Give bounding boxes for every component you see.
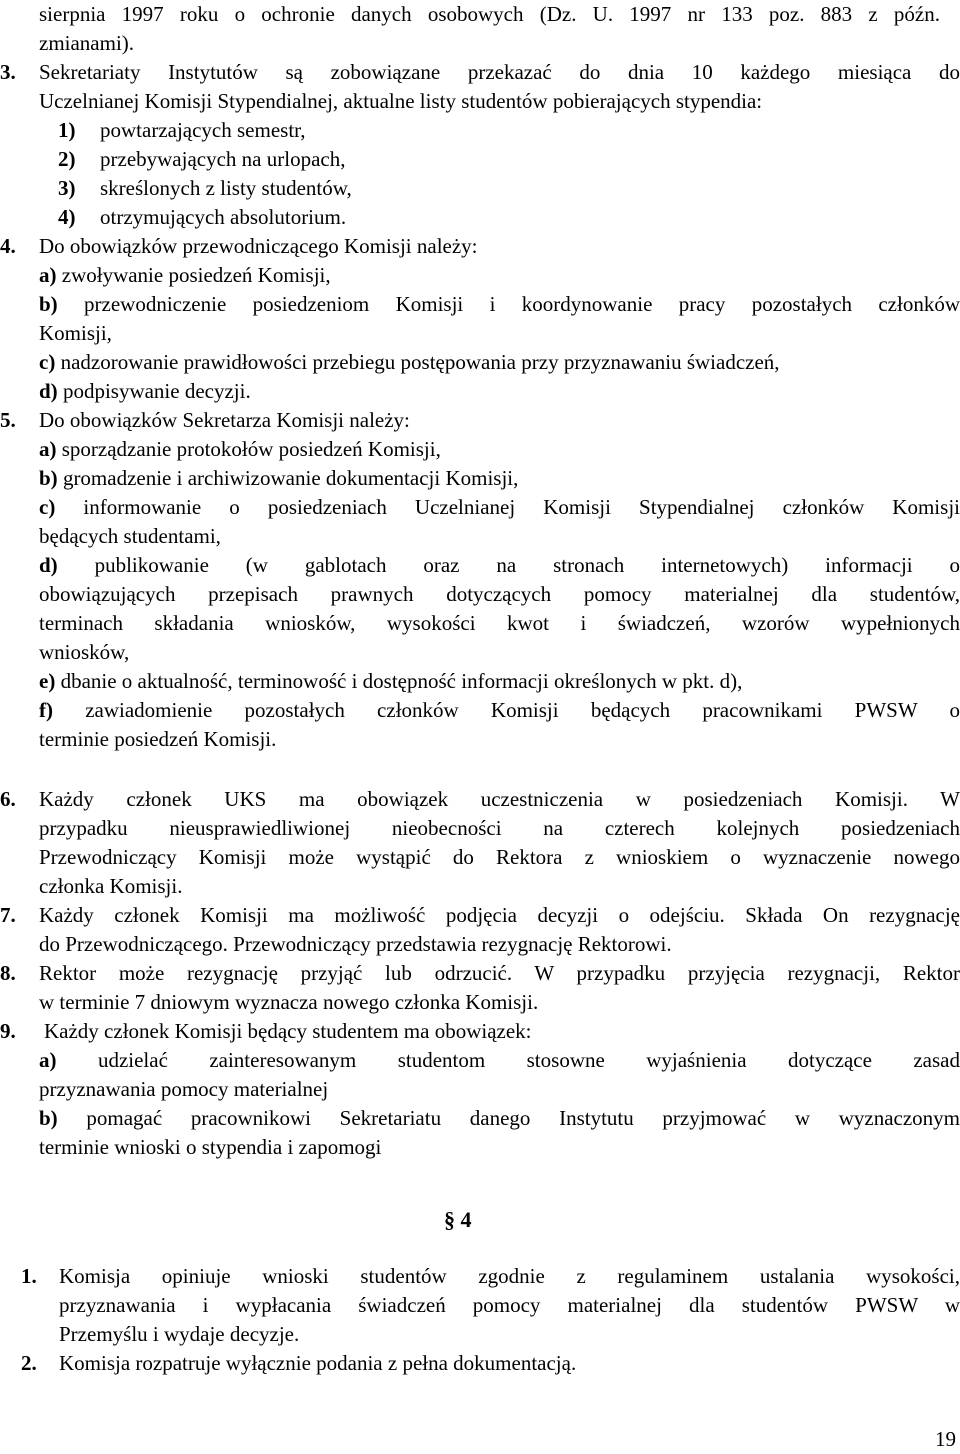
text-line: Przemyślu i wydaje decyzje. xyxy=(59,1322,300,1346)
paragraph-number: 7. xyxy=(0,903,16,927)
text-line: Każdy członek UKS ma obowiązek uczestniczenia w posiedzeniach Komisji. W xyxy=(39,787,960,811)
list-item xyxy=(39,377,251,406)
item-text: sporządzanie protokołów posiedzeń Komisji, xyxy=(56,437,441,461)
text-line: członka Komisji. xyxy=(39,874,183,898)
text-line: Rektor może rezygnację przyjąć lub odrzucić. W przypadku przyjęcia rezygnacji, Rektor xyxy=(39,961,960,985)
list-item xyxy=(39,551,960,580)
text-line: Przewodniczący Komisji może wystąpić do Rektora z wnioskiem o wyznaczenie nowego xyxy=(39,845,960,869)
item-text: nadzorowanie prawidłowości przebiegu postępowania przy przyznawaniu świadczeń, xyxy=(55,350,780,374)
list-item xyxy=(39,435,441,464)
text-line: Komisja rozpatruje wyłącznie podania z pełna dokumentacją. xyxy=(59,1351,577,1375)
text-line: w terminie 7 dniowym wyznacza nowego członka Komisji. xyxy=(39,990,539,1014)
item-letter: c) xyxy=(39,350,56,374)
item-text: pomagać pracownikowi Sekretariatu danego Instytutu przyjmować w wyznaczonym xyxy=(57,1106,960,1130)
paragraph-number: 3. xyxy=(0,60,16,84)
text-line: przyznawania pomocy materialnej xyxy=(39,1077,329,1101)
item-letter: b) xyxy=(39,1106,58,1130)
text-line: terminie posiedzeń Komisji. xyxy=(39,727,277,751)
paragraph-number: 4. xyxy=(0,234,16,258)
text-line: Każdy członek Komisji ma możliwość podjęcia decyzji o odejściu. Składa On rezygnację xyxy=(39,903,960,927)
list-item: otrzymujących absolutorium. xyxy=(100,205,347,229)
item-text: gromadzenie i archiwizowanie dokumentacji Komisji, xyxy=(57,466,519,490)
text-line: Do obowiązków Sekretarza Komisji należy: xyxy=(39,408,410,432)
paragraph-number: 2. xyxy=(21,1351,37,1375)
list-item-number: 4) xyxy=(58,205,76,229)
text-line: obowiązujących przepisach prawnych dotyczących pomocy materialnej dla studentów, xyxy=(39,582,960,606)
list-item xyxy=(39,261,331,290)
list-item xyxy=(39,290,960,319)
item-letter: d) xyxy=(39,379,58,403)
text-line: zmianami). xyxy=(39,31,135,55)
text-line: przyznawania i wypłacania świadczeń pomocy materialnej dla studentów PWSW w xyxy=(59,1293,960,1317)
item-letter: a) xyxy=(39,263,57,287)
page-number: 19 xyxy=(935,1427,956,1451)
list-item xyxy=(39,1046,960,1075)
item-letter: d) xyxy=(39,553,58,577)
list-item xyxy=(39,464,518,493)
text-line: terminach składania wniosków, wysokości kwot i świadczeń, wzorów wypełnionych xyxy=(39,611,960,635)
list-item-number: 1) xyxy=(58,118,76,142)
item-letter: e) xyxy=(39,669,56,693)
list-item-number: 3) xyxy=(58,176,76,200)
text-line: przypadku nieusprawiedliwionej nieobecności na czterech kolejnych posiedzeniach xyxy=(39,816,960,840)
text-line: Komisji, xyxy=(39,321,112,345)
item-text: publikowanie (w gablotach oraz na stronach internetowych) informacji o xyxy=(57,553,960,577)
item-letter: b) xyxy=(39,292,58,316)
text-line: Do obowiązków przewodniczącego Komisji należy: xyxy=(39,234,478,258)
item-text: zawiadomienie pozostałych członków Komisji będących pracownikami PWSW o xyxy=(53,698,960,722)
list-item xyxy=(39,493,960,522)
list-item xyxy=(39,1104,960,1133)
text-line: Komisja opiniuje wnioski studentów zgodnie z regulaminem ustalania wysokości, xyxy=(59,1264,960,1288)
item-text: zwoływanie posiedzeń Komisji, xyxy=(56,263,331,287)
list-item xyxy=(39,348,780,377)
item-letter: a) xyxy=(39,1048,57,1072)
text-line: Uczelnianej Komisji Stypendialnej, aktualne listy studentów pobierających stypendia: xyxy=(39,89,763,113)
paragraph-number: 6. xyxy=(0,787,16,811)
section-heading: § 4 xyxy=(444,1207,472,1232)
list-item xyxy=(39,667,742,696)
item-text: udzielać zainteresowanym studentom stosowne wyjaśnienia dotyczące zasad xyxy=(56,1048,960,1072)
paragraph-number: 8. xyxy=(0,961,16,985)
text-line: będących studentami, xyxy=(39,524,221,548)
list-item xyxy=(39,696,960,725)
list-item: powtarzających semestr, xyxy=(100,118,306,142)
list-item: skreślonych z listy studentów, xyxy=(100,176,352,200)
paragraph-number: 1. xyxy=(21,1264,37,1288)
item-text: podpisywanie decyzji. xyxy=(57,379,251,403)
text-line: Każdy członek Komisji będący studentem ma obowiązek: xyxy=(44,1019,532,1043)
text-line: sierpnia 1997 roku o ochronie danych osobowych (Dz. U. 1997 nr 133 poz. 883 z późn. xyxy=(39,2,940,26)
list-item-number: 2) xyxy=(58,147,76,171)
item-text: informowanie o posiedzeniach Uczelnianej Komisji Stypendialnej członków Komisji xyxy=(55,495,960,519)
paragraph-number: 5. xyxy=(0,408,16,432)
item-text: przewodniczenie posiedzeniom Komisji i koordynowanie pracy pozostałych członków xyxy=(57,292,960,316)
list-item: przebywających na urlopach, xyxy=(100,147,346,171)
paragraph-number: 9. xyxy=(0,1019,16,1043)
item-letter: b) xyxy=(39,466,58,490)
text-line: do Przewodniczącego. Przewodniczący przedstawia rezygnację Rektorowi. xyxy=(39,932,672,956)
text-line: terminie wnioski o stypendia i zapomogi xyxy=(39,1135,382,1159)
item-letter: f) xyxy=(39,698,53,722)
item-letter: c) xyxy=(39,495,56,519)
text-line: wniosków, xyxy=(39,640,130,664)
item-letter: a) xyxy=(39,437,57,461)
text-line: Sekretariaty Instytutów są zobowiązane przekazać do dnia 10 każdego miesiąca do xyxy=(39,60,960,84)
item-text: dbanie o aktualność, terminowość i dostępność informacji określonych w pkt. d), xyxy=(55,669,743,693)
